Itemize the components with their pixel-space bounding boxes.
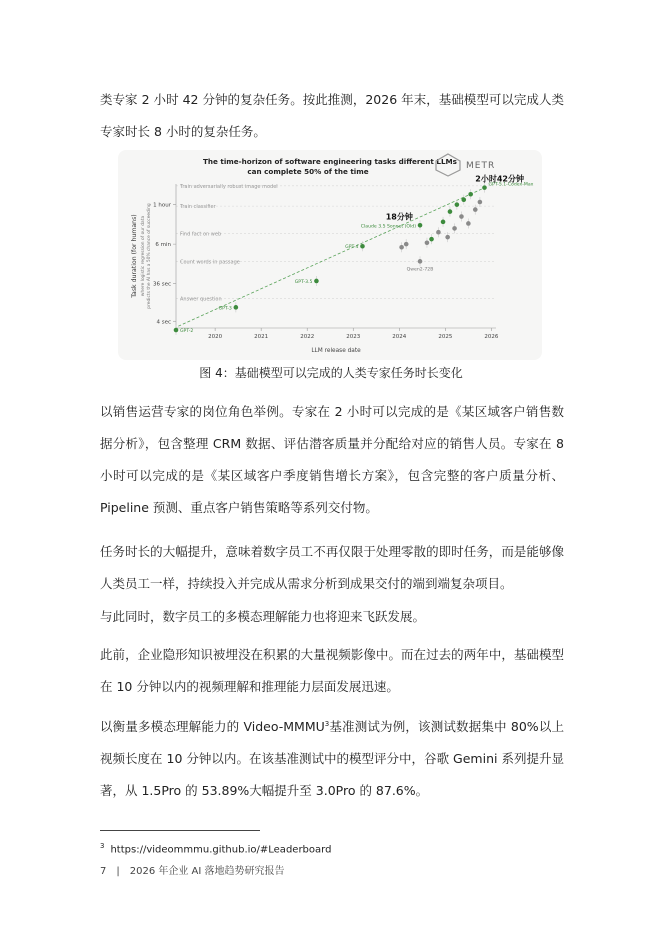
figure-caption: 图 4：基础模型可以完成的人类专家任务时长变化 bbox=[199, 366, 463, 380]
y-tick-label-1: 36 sec bbox=[152, 281, 171, 288]
point-label-frontier-1: GPT-3 bbox=[218, 306, 232, 312]
x-axis-label: LLM release date bbox=[311, 348, 361, 354]
point-label-frontier-2: GPT-3.5 bbox=[294, 279, 313, 285]
task-band-label-0: Answer question bbox=[180, 296, 222, 303]
footnote-number: 3 bbox=[100, 842, 105, 850]
footnote bbox=[100, 838, 331, 858]
data-point-frontier-1 bbox=[234, 305, 239, 310]
data-point-other-10 bbox=[478, 200, 483, 205]
figure-frame bbox=[118, 150, 542, 360]
point-label-frontier-3: GPT-4 bbox=[345, 245, 359, 251]
data-point-frontier-9 bbox=[461, 197, 466, 202]
chart-title-line1: The time-horizon of software engineering tasks different LLMs bbox=[203, 157, 457, 166]
y-axis-sublabel-1: where logistic regression of our data bbox=[141, 215, 146, 297]
paragraph-sales-example: 以销售运营专家的岗位角色举例。专家在 2 小时可以完成的是《某区域客户销售数据分析》，包含整理 CRM 数据、评估潜客质量并分配给对应的销售人员。专家在 8 小时可以完成的是《某区域客户季度销售增长方案》，包含完整的客户质量分析、Pipeline 预测、重点客户销售策略等系列交付物。 bbox=[100, 404, 564, 515]
footnote-ref[interactable]: 3 bbox=[324, 720, 330, 728]
data-point-other-5 bbox=[445, 235, 450, 240]
x-tick-label-0: 2020 bbox=[208, 334, 223, 340]
task-band-label-3: Train classifier bbox=[180, 204, 216, 211]
data-point-frontier-8 bbox=[455, 202, 460, 207]
task-band-label-4: Train adversarially robust image model bbox=[180, 183, 278, 190]
data-point-frontier-0 bbox=[174, 328, 179, 333]
data-point-frontier-6 bbox=[441, 220, 446, 225]
data-point-other-4 bbox=[436, 230, 441, 235]
page-number: 7 bbox=[100, 866, 107, 877]
data-point-other-1 bbox=[404, 242, 409, 247]
data-point-frontier-11 bbox=[482, 185, 487, 190]
y-axis-sublabel-2: predicts the AI has a 50% chance of succeeding bbox=[147, 203, 152, 309]
data-point-other-9 bbox=[473, 207, 478, 212]
data-point-other-7 bbox=[459, 214, 464, 219]
y-tick-label-0: 4 sec bbox=[156, 319, 171, 326]
report-title: 2026 年企业 AI 落地趋势研究报告 bbox=[129, 866, 285, 877]
data-point-other-3 bbox=[425, 240, 430, 245]
point-label-other-2: Qwen2-72B bbox=[406, 267, 434, 273]
point-label-frontier-0: GPT-2 bbox=[180, 329, 194, 335]
point-label-frontier-4: Claude 3.5 Sonnet (Old) bbox=[360, 224, 417, 230]
data-point-other-0 bbox=[399, 245, 404, 250]
data-point-other-2 bbox=[418, 259, 423, 264]
data-point-frontier-4 bbox=[418, 223, 423, 228]
footer-separator: | bbox=[116, 866, 120, 877]
brand-label: METR bbox=[466, 161, 496, 171]
paragraph-video-mmmu-a: 以衡量多模态理解能力的 Video-MMMU bbox=[100, 719, 325, 735]
annotation-1: 2小时42分钟 bbox=[475, 174, 524, 184]
paragraph-video-mmmu bbox=[100, 708, 564, 807]
paragraph-hidden-knowledge: 此前，企业隐形知识被埋没在积累的大量视频影像中。而在过去的两年中，基础模型在 10 分钟以内的视频理解和推理能力层面发展迅速。 bbox=[100, 647, 564, 694]
footnote-link[interactable]: https://videommmu.github.io/#Leaderboard bbox=[110, 844, 332, 856]
paragraph-task-duration: 任务时长的大幅提升，意味着数字员工不再仅限于处理零散的即时任务，而是能够像人类员工一样，持续投入并完成从需求分析到成果交付的端到端复杂项目。 bbox=[100, 544, 564, 591]
task-band-label-2: Find fact on web bbox=[180, 231, 222, 238]
data-point-frontier-7 bbox=[448, 209, 453, 214]
footnote-rule bbox=[100, 830, 260, 831]
data-point-frontier-10 bbox=[468, 192, 473, 197]
y-tick-label-2: 6 min bbox=[155, 242, 171, 249]
data-point-frontier-2 bbox=[314, 279, 319, 284]
time-horizon-chart bbox=[118, 150, 542, 360]
data-point-other-8 bbox=[466, 221, 471, 226]
paragraph-video-mmmu-b: 基准测试为例，该测试数据集中 80%以上视频长度在 10 分钟以内。在该基准测试中的模型评分中，谷歌 Gemini 系列提升显著，从 1.5Pro 的 53.89%大幅提升至 3.0Pro 的 87.6%。 bbox=[100, 719, 564, 799]
data-point-frontier-3 bbox=[360, 244, 365, 249]
point-label-frontier-11: GPT-5.1-Codex-Max bbox=[488, 182, 534, 188]
task-band-label-1: Count words in passage bbox=[180, 259, 240, 266]
y-axis-label: Task duration (for humans) bbox=[131, 214, 138, 298]
data-point-other-6 bbox=[452, 226, 457, 231]
x-tick-label-2: 2022 bbox=[300, 334, 315, 340]
x-tick-label-5: 2025 bbox=[438, 334, 453, 340]
y-tick-label-3: 1 hour bbox=[153, 202, 171, 209]
page-footer bbox=[100, 864, 285, 880]
annotation-0: 18分钟 bbox=[385, 212, 413, 222]
x-tick-label-1: 2021 bbox=[254, 334, 269, 340]
trend-line bbox=[178, 187, 486, 326]
chart-title-line2: can complete 50% of the time bbox=[247, 167, 369, 176]
data-point-frontier-5 bbox=[429, 237, 434, 242]
paragraph-multimodal: 与此同时，数字员工的多模态理解能力也将迎来飞跃发展。 bbox=[100, 609, 426, 624]
x-tick-label-3: 2023 bbox=[346, 334, 361, 340]
x-tick-label-4: 2024 bbox=[392, 334, 407, 340]
paragraph-intro: 类专家 2 小时 42 分钟的复杂任务。按此推测，2026 年末，基础模型可以完成人类专家时长 8 小时的复杂任务。 bbox=[100, 92, 564, 139]
x-tick-label-6: 2026 bbox=[484, 334, 499, 340]
